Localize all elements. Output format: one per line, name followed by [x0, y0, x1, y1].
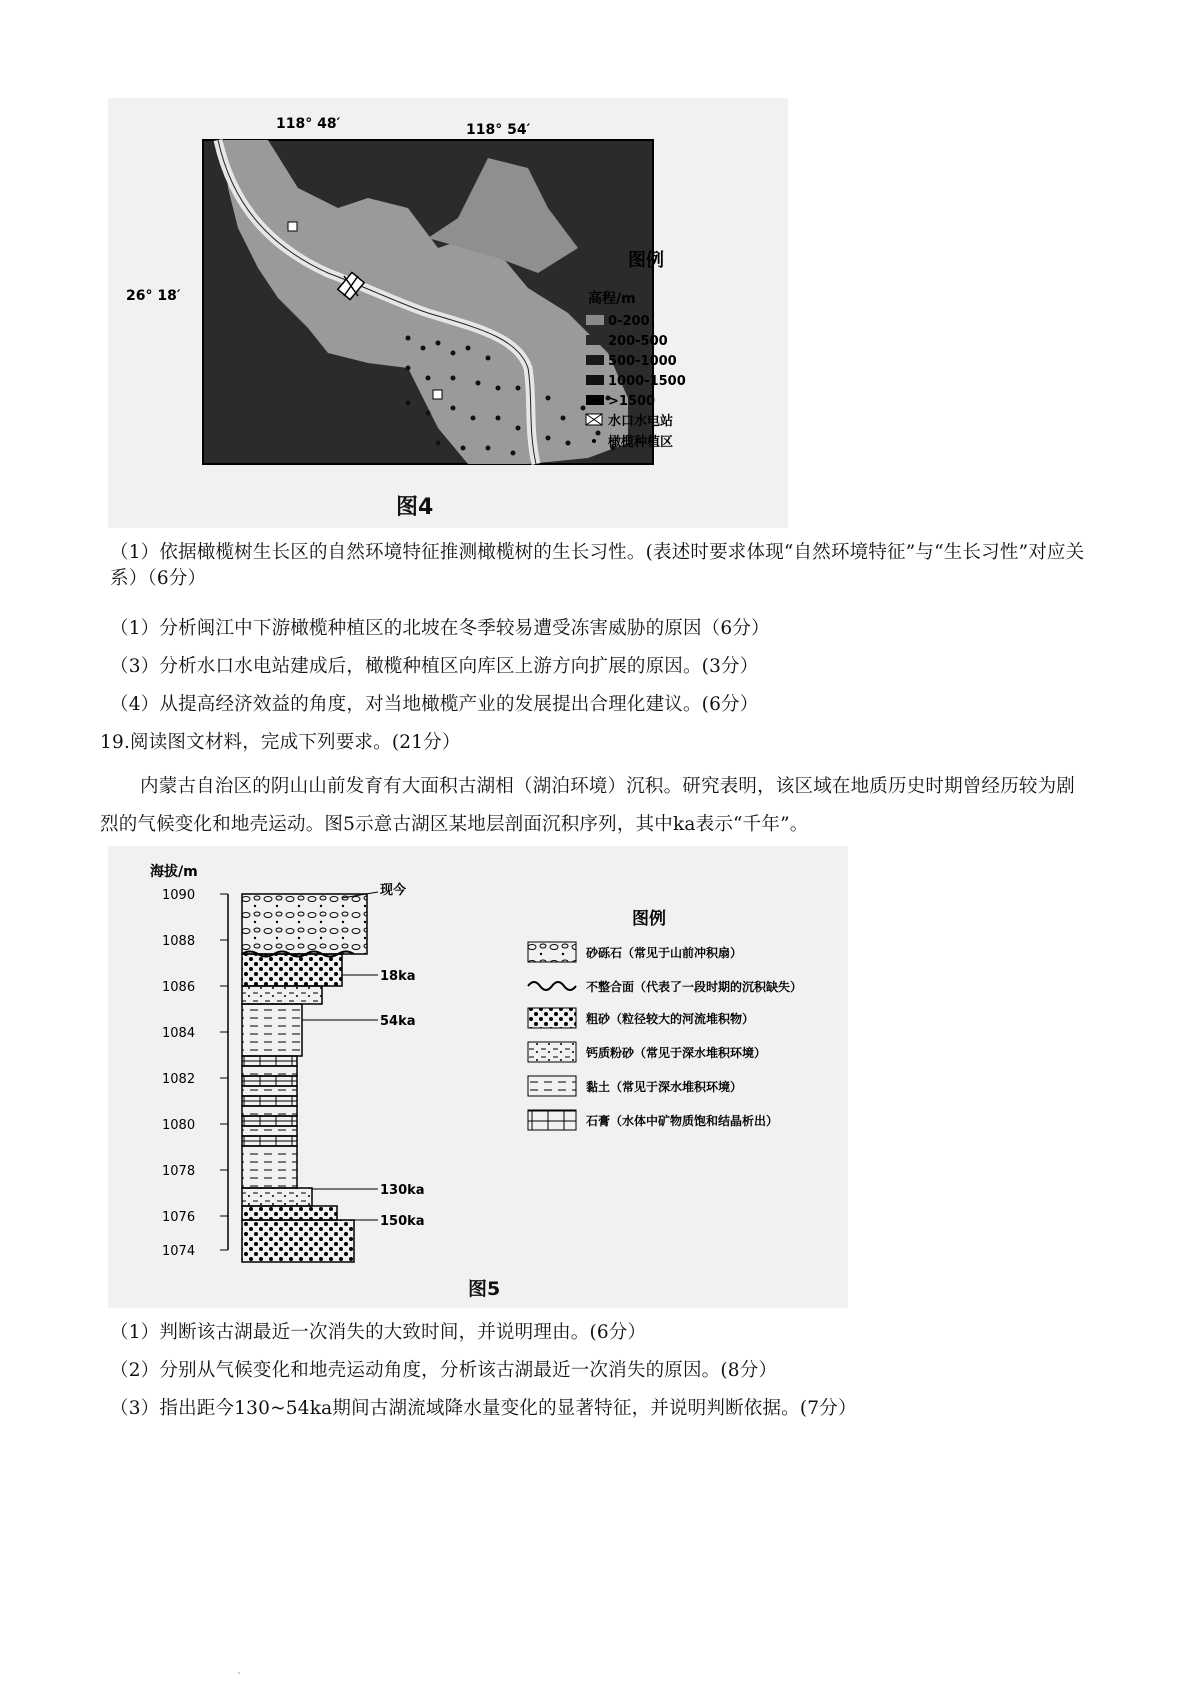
layer-calcareous-silt	[242, 986, 322, 1004]
layer-coarse-sand	[242, 1220, 354, 1262]
tick-label: 1088	[162, 934, 196, 949]
figure-5-caption: 图5	[468, 1278, 501, 1300]
legend-item: 200-500	[608, 334, 668, 349]
legend-swatch-1000-1500	[586, 375, 604, 385]
layer-gypsum	[242, 1056, 297, 1066]
town-marker	[288, 222, 297, 231]
marker-label: 现今	[380, 883, 407, 898]
layer-clay	[242, 1086, 297, 1096]
layer-coarse-sand	[242, 1206, 337, 1220]
figure-5-section	[108, 846, 848, 1308]
legend-item: 橄榄种植区	[608, 435, 674, 450]
tick-label: 1082	[162, 1072, 196, 1087]
legend-title: 图例	[628, 250, 664, 271]
figure-4-caption: 图4	[396, 495, 434, 520]
legend-swatch-unconformity	[528, 982, 576, 990]
question-19-3: （3）指出距今130~54ka期间古湖流域降水量变化的显著特征，并说明判断依据。(7分）	[110, 1398, 857, 1419]
legend-swatch-500-1000	[586, 355, 604, 365]
legend-swatch-sand	[528, 1008, 576, 1028]
town-marker	[433, 390, 442, 399]
lon-label: 118° 48′	[276, 116, 341, 132]
lon-label: 118° 54′	[466, 122, 531, 138]
legend-item: >1500	[608, 394, 656, 409]
layer-clay	[242, 1146, 297, 1188]
legend-olive-dot	[592, 439, 596, 443]
question-19-1: （1）判断该古湖最近一次消失的大致时间，并说明理由。(6分）	[110, 1322, 647, 1343]
figure-4-map	[108, 98, 788, 528]
legend-item: 500-1000	[608, 354, 677, 369]
legend-title: 图例	[632, 909, 666, 929]
layer-calcareous-silt	[242, 1188, 312, 1206]
layer-clay	[242, 1004, 302, 1056]
legend-item: 砂砾石（常见于山前冲积扇）	[586, 946, 743, 960]
y-axis-label: 海拔/m	[150, 864, 198, 880]
figure-4	[108, 98, 788, 528]
legend-item: 0-200	[608, 314, 650, 329]
tick-label: 1080	[162, 1118, 196, 1133]
layer-clay	[242, 1126, 297, 1136]
legend-swatch-200-500	[586, 335, 604, 345]
legend-item: 水口水电站	[608, 414, 674, 429]
question-18-4: （4）从提高经济效益的角度，对当地橄榄产业的发展提出合理化建议。(6分）	[110, 694, 759, 715]
tick-label: 1084	[162, 1026, 196, 1041]
question-19-title: 19.阅读图文材料，完成下列要求。(21分）	[100, 732, 461, 753]
question-18-1: （1）依据橄榄树生长区的自然环境特征推测橄榄树的生长习性。(表述时要求体现“自然环境特征”与“生长习性”对应关系）（6分）	[110, 542, 1085, 589]
marker-label: 150ka	[380, 1214, 425, 1229]
legend-elev-title: 高程/m	[588, 291, 636, 307]
tick-label: 1076	[162, 1210, 196, 1225]
legend-item: 石膏（水体中矿物质饱和结晶析出）	[586, 1114, 779, 1128]
tick-label: 1078	[162, 1164, 196, 1179]
marker-label: 18ka	[380, 969, 416, 984]
lat-label: 26° 18′	[126, 288, 181, 304]
layer-coarse-sand	[242, 954, 342, 986]
question-19-material: 内蒙古自治区的阴山山前发育有大面积古湖相（湖泊环境）沉积。研究表明，该区域在地质历史时期曾经历较为剧烈的气候变化和地壳运动。图5示意古湖区某地层剖面沉积序列，其中ka表示“千年”。	[100, 776, 1076, 835]
tick-label: 1074	[162, 1244, 196, 1259]
marker-label: 130ka	[380, 1183, 425, 1198]
legend-swatch-silt	[528, 1042, 576, 1062]
legend-swatch-0-200	[586, 315, 604, 325]
layer-gypsum	[242, 1076, 297, 1086]
marker-label: 54ka	[380, 1014, 416, 1029]
question-18-3: （3）分析水口水电站建成后，橄榄种植区向库区上游方向扩展的原因。(3分）	[110, 656, 759, 677]
tick-label: 1086	[162, 980, 196, 995]
layer-gypsum	[242, 1136, 297, 1146]
legend-swatch-gypsum	[528, 1110, 576, 1130]
strata-column	[242, 894, 367, 1262]
legend-item: 钙质粉砂（常见于深水堆积环境）	[586, 1046, 767, 1060]
question-18-2: （1）分析闽江中下游橄榄种植区的北坡在冬季较易遭受冻害威胁的原因（6分）	[110, 618, 770, 639]
legend-swatch-clay	[528, 1076, 576, 1096]
question-19-2: （2）分别从气候变化和地壳运动角度，分析该古湖最近一次消失的原因。(8分）	[110, 1360, 778, 1381]
layer-clay	[242, 1066, 297, 1076]
figure-5	[108, 846, 848, 1308]
legend-swatch-1500	[586, 395, 604, 405]
page-speck	[238, 1672, 240, 1674]
tick-label: 1090	[162, 888, 196, 903]
layer-gravel	[242, 894, 367, 954]
layer-gypsum	[242, 1116, 297, 1126]
legend-item: 黏土（常见于深水堆积环境）	[586, 1080, 743, 1094]
y-axis	[162, 888, 228, 1259]
legend-item: 1000-1500	[608, 374, 686, 389]
layer-clay	[242, 1106, 297, 1116]
legend-swatch-gravel	[528, 942, 576, 962]
legend-item: 不整合面（代表了一段时期的沉积缺失）	[586, 980, 803, 994]
legend-station-icon	[586, 414, 602, 425]
legend-item: 粗砂（粒径较大的河流堆积物）	[586, 1012, 755, 1026]
layer-gypsum	[242, 1096, 297, 1106]
